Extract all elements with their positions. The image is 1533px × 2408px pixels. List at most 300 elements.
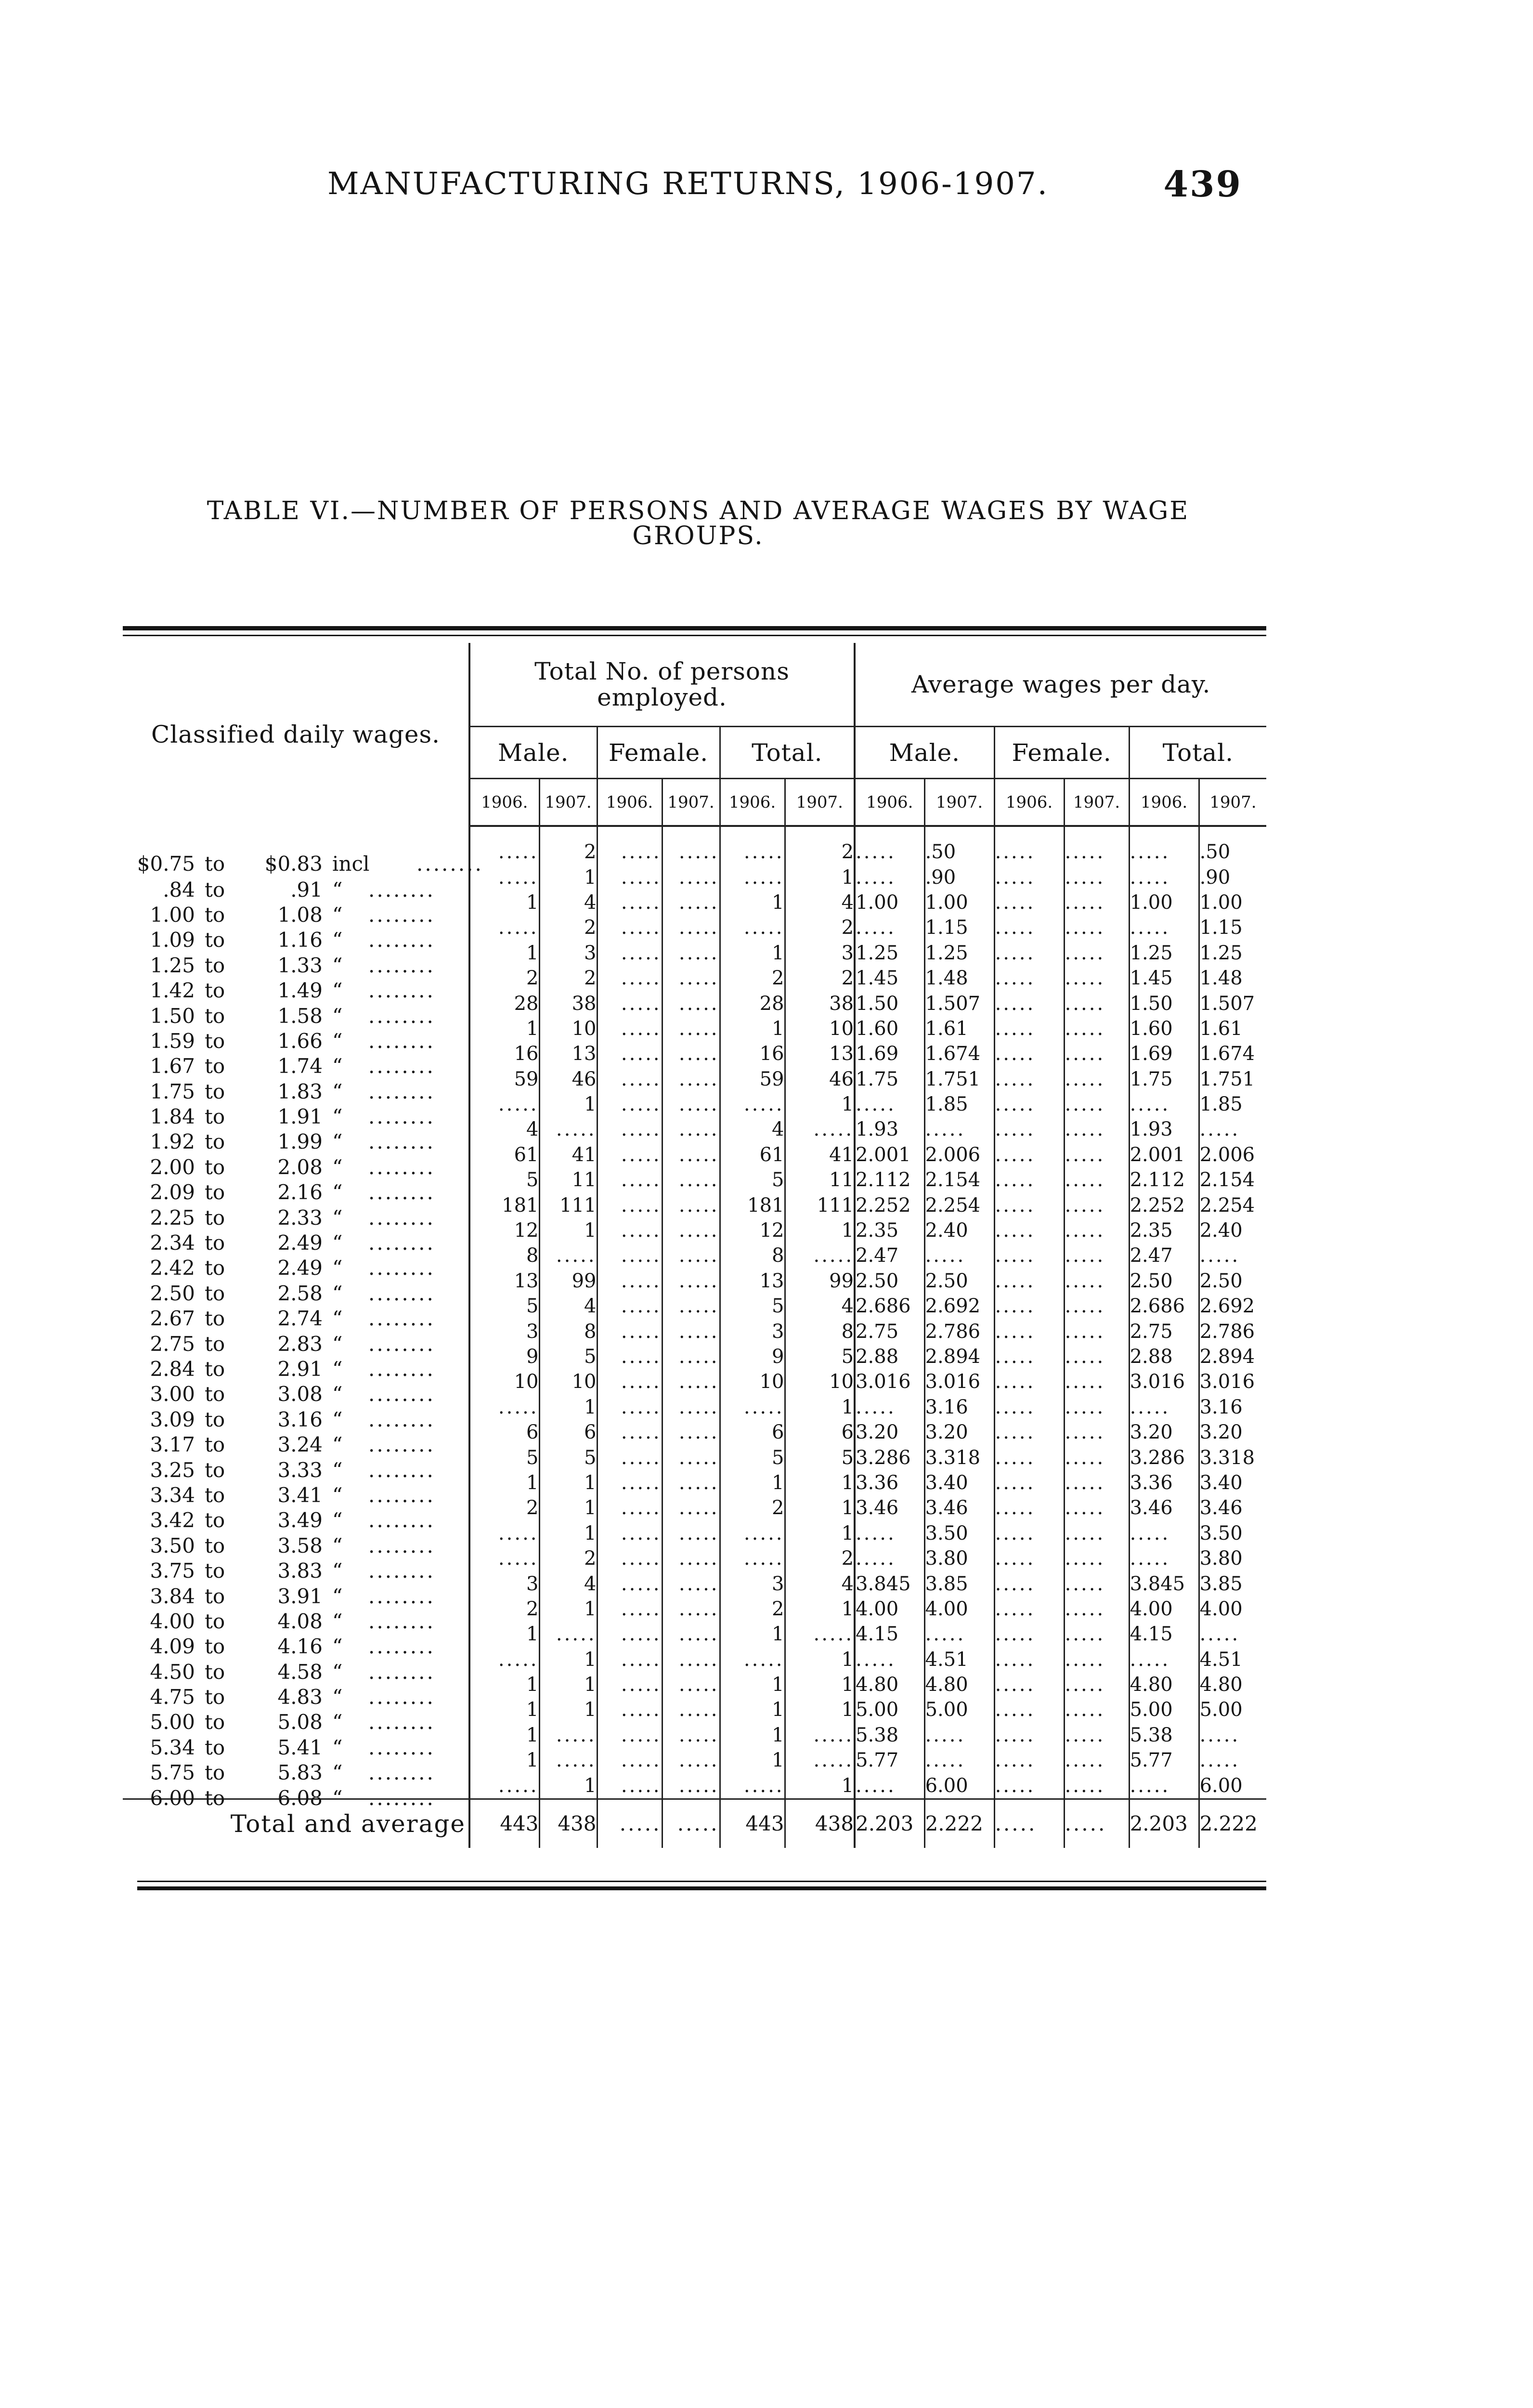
- cell-avg-male-1906: 2.50: [855, 1269, 924, 1294]
- cell-total-1907: 4: [785, 1294, 855, 1319]
- total-total-1907: 438: [785, 1799, 855, 1848]
- cell-avg-total-1906: 2.35: [1129, 1218, 1199, 1243]
- wage-to-word: to: [205, 877, 225, 902]
- cell-avg-total-1907: 2.006: [1199, 1142, 1266, 1167]
- wage-class: [123, 1142, 469, 1179]
- wage-upto: 1.16: [277, 928, 323, 952]
- cell-avg-total-1906: 1.60: [1129, 1016, 1199, 1041]
- cell-avg-female-1906: .....: [994, 890, 1064, 915]
- table-row: [123, 1067, 1266, 1092]
- cell-female-1907: .....: [662, 1395, 720, 1420]
- cell-female-1907: .....: [662, 1269, 720, 1294]
- cell-avg-total-1907: 2.40: [1199, 1218, 1266, 1243]
- wage-upto: 1.49: [277, 979, 323, 1003]
- cell-avg-total-1907: .....: [1199, 1748, 1266, 1773]
- cell-total-1907: 4: [785, 1571, 855, 1596]
- wage-from: 1.50: [150, 1004, 195, 1028]
- cell-male-1907: 2: [539, 915, 597, 940]
- cell-total-1907: .....: [785, 1117, 855, 1142]
- wage-from: 2.84: [150, 1357, 195, 1381]
- cell-avg-female-1906: .....: [994, 1369, 1064, 1394]
- cell-female-1907: .....: [662, 1445, 720, 1470]
- wage-from: 2.50: [150, 1281, 195, 1305]
- cell-avg-female-1906: .....: [994, 826, 1064, 864]
- total-avg-male-1906: 2.203: [855, 1799, 924, 1848]
- cell-female-1907: .....: [662, 890, 720, 915]
- ditto-mark: “: [332, 877, 343, 902]
- cell-avg-female-1906: .....: [994, 1092, 1064, 1117]
- cell-avg-female-1906: .....: [994, 966, 1064, 991]
- cell-total-1907: 38: [785, 991, 855, 1016]
- wage-from: 2.75: [150, 1332, 195, 1356]
- cell-male-1906: 8: [526, 1244, 539, 1267]
- cell-avg-total-1906: 3.36: [1129, 1470, 1199, 1495]
- year-header: 1906.: [1129, 779, 1199, 826]
- total-avg-female-1907: .....: [1064, 1799, 1129, 1848]
- cell-female-1906: .....: [597, 1269, 662, 1294]
- persons-female-header: Female.: [597, 727, 720, 779]
- wage-upto: 1.08: [277, 903, 323, 927]
- cell-female-1906: .....: [597, 826, 662, 864]
- cell-male-1906: .....: [498, 1547, 539, 1570]
- cell-total-1906: 61: [720, 1142, 785, 1167]
- persons-male-header: Male.: [469, 727, 597, 779]
- cell-female-1907: .....: [662, 1142, 720, 1167]
- cell-male-1907: 1: [539, 1470, 597, 1495]
- wage-to-word: to: [205, 1559, 225, 1583]
- cell-total-1907: .....: [785, 1748, 855, 1773]
- cell-total-1906: 4: [720, 1117, 785, 1142]
- wage-upto: 2.91: [277, 1357, 323, 1381]
- cell-male-1906: 10: [514, 1371, 539, 1393]
- cell-male-1907: 1: [539, 1773, 597, 1799]
- leader-dots: ........: [368, 1130, 435, 1154]
- wage-class: [123, 1697, 469, 1734]
- cell-male-1906: 4: [526, 1118, 539, 1141]
- cell-avg-female-1907: .....: [1064, 1672, 1129, 1697]
- cell-female-1906: .....: [597, 915, 662, 940]
- total-row: [123, 1799, 1266, 1848]
- cell-female-1907: .....: [662, 1192, 720, 1217]
- cell-total-1906: 1: [720, 1622, 785, 1647]
- cell-total-1906: 13: [720, 1269, 785, 1294]
- cell-avg-total-1906: 2.112: [1129, 1167, 1199, 1192]
- wage-upto: 1.91: [277, 1105, 323, 1129]
- cell-total-1907: 1: [785, 1672, 855, 1697]
- ditto-mark: “: [332, 1155, 343, 1179]
- cell-total-1906: 1: [720, 1016, 785, 1041]
- cell-male-1907: 4: [539, 890, 597, 915]
- bottom-rule-thick: [137, 1886, 1266, 1890]
- ditto-mark: “: [332, 1029, 343, 1053]
- cell-female-1907: .....: [662, 1672, 720, 1697]
- cell-total-1907: 6: [785, 1420, 855, 1445]
- cell-male-1906: .....: [498, 1648, 539, 1671]
- ditto-mark: “: [332, 1281, 343, 1305]
- table-row: [123, 826, 1266, 864]
- cell-avg-male-1907: .....: [924, 1723, 994, 1748]
- cell-avg-female-1907: .....: [1064, 1344, 1129, 1369]
- cell-avg-total-1907: 3.016: [1199, 1369, 1266, 1394]
- cell-avg-male-1907: 5.00: [924, 1697, 994, 1722]
- ditto-mark: “: [332, 1382, 343, 1406]
- cell-avg-male-1907: 1.507: [924, 991, 994, 1016]
- cell-avg-total-1907: 1.61: [1199, 1016, 1266, 1041]
- wage-class: [123, 1395, 469, 1431]
- cell-male-1906: 1: [526, 1749, 539, 1772]
- leader-dots: ........: [368, 1559, 435, 1583]
- wage-to-word: to: [205, 1761, 225, 1785]
- cell-avg-male-1907: 2.254: [924, 1192, 994, 1217]
- wage-class: [123, 1571, 469, 1608]
- wage-to-word: to: [205, 1735, 225, 1759]
- ditto-mark: “: [332, 1735, 343, 1759]
- cell-female-1906: .....: [597, 864, 662, 890]
- wage-class: [123, 1319, 469, 1356]
- wage-from: 3.34: [150, 1483, 195, 1507]
- cell-avg-male-1907: 4.80: [924, 1672, 994, 1697]
- leader-dots: ........: [368, 877, 435, 902]
- wage-to-word: to: [205, 1079, 225, 1103]
- cell-avg-total-1906: 1.69: [1129, 1041, 1199, 1066]
- table-row: [123, 1218, 1266, 1243]
- cell-male-1907: .....: [539, 1243, 597, 1268]
- cell-avg-female-1906: .....: [994, 1041, 1064, 1066]
- cell-total-1907: 11: [785, 1167, 855, 1192]
- cell-avg-female-1907: .....: [1064, 1647, 1129, 1672]
- cell-female-1907: .....: [662, 1546, 720, 1571]
- cell-female-1906: .....: [597, 1622, 662, 1647]
- cell-female-1907: .....: [662, 1092, 720, 1117]
- table-row: [123, 1319, 1266, 1344]
- cell-male-1907: 1: [539, 1697, 597, 1722]
- cell-avg-male-1907: 1.674: [924, 1041, 994, 1066]
- cell-avg-total-1907: 2.254: [1199, 1192, 1266, 1217]
- cell-avg-male-1907: 6.00: [924, 1773, 994, 1799]
- cell-female-1906: .....: [597, 1344, 662, 1369]
- wage-from: 1.67: [150, 1054, 195, 1078]
- total-avg-female-1906: .....: [994, 1799, 1064, 1848]
- cell-avg-total-1907: 1.00: [1199, 890, 1266, 915]
- cell-avg-total-1907: 4.80: [1199, 1672, 1266, 1697]
- cell-avg-male-1907: 1.61: [924, 1016, 994, 1041]
- cell-avg-total-1907: 2.894: [1199, 1344, 1266, 1369]
- cell-avg-female-1906: .....: [994, 1420, 1064, 1445]
- cell-female-1907: .....: [662, 1521, 720, 1546]
- cell-female-1906: .....: [597, 890, 662, 915]
- cell-female-1907: .....: [662, 1420, 720, 1445]
- cell-total-1907: 3: [785, 941, 855, 966]
- cell-avg-male-1907: 2.40: [924, 1218, 994, 1243]
- cell-avg-male-1907: 1.15: [924, 915, 994, 940]
- cell-avg-total-1906: 2.686: [1129, 1294, 1199, 1319]
- cell-female-1906: .....: [597, 1092, 662, 1117]
- cell-avg-male-1907: 1.85: [924, 1092, 994, 1117]
- cell-avg-male-1907: 1.25: [924, 941, 994, 966]
- ditto-mark: “: [332, 1584, 343, 1608]
- wage-to-word: to: [205, 1357, 225, 1381]
- table-row: [123, 1269, 1266, 1294]
- wage-from: 1.00: [150, 903, 195, 927]
- wage-to-word: to: [205, 1231, 225, 1255]
- cell-female-1907: .....: [662, 1067, 720, 1092]
- cell-avg-total-1906: .....: [1129, 1546, 1199, 1571]
- cell-female-1906: .....: [597, 1546, 662, 1571]
- ditto-mark: “: [332, 1231, 343, 1255]
- cell-female-1907: .....: [662, 1470, 720, 1495]
- cell-avg-total-1906: 1.50: [1129, 991, 1199, 1016]
- cell-avg-male-1906: .....: [855, 1521, 924, 1546]
- cell-avg-male-1906: .....: [855, 1395, 924, 1420]
- wage-from: 4.50: [150, 1660, 195, 1684]
- wage-to-word: to: [205, 1205, 225, 1230]
- leader-dots: ........: [368, 1256, 435, 1280]
- cell-avg-total-1907: 1.85: [1199, 1092, 1266, 1117]
- cell-avg-female-1906: .....: [994, 1597, 1064, 1622]
- wage-class: [123, 1192, 469, 1230]
- cell-total-1906: 2: [720, 966, 785, 991]
- cell-avg-female-1907: .....: [1064, 941, 1129, 966]
- ditto-mark: “: [332, 1660, 343, 1684]
- wage-upto: 2.49: [277, 1231, 323, 1255]
- ditto-mark: “: [332, 953, 343, 977]
- table-row: [123, 1117, 1266, 1142]
- leader-dots: ........: [368, 1307, 435, 1331]
- cell-male-1907: 1: [539, 1647, 597, 1672]
- leader-dots: ........: [368, 1635, 435, 1659]
- cell-avg-male-1906: 2.88: [855, 1344, 924, 1369]
- cell-male-1907: 2: [539, 966, 597, 991]
- cell-avg-female-1907: .....: [1064, 1622, 1129, 1647]
- wage-upto: 2.33: [277, 1205, 323, 1230]
- cell-female-1907: .....: [662, 1117, 720, 1142]
- cell-avg-male-1906: 3.36: [855, 1470, 924, 1495]
- wage-class: [123, 1622, 469, 1659]
- cell-female-1907: .....: [662, 1697, 720, 1722]
- cell-female-1906: .....: [597, 1723, 662, 1748]
- cell-female-1907: .....: [662, 1622, 720, 1647]
- wage-from: 3.09: [150, 1407, 195, 1431]
- cell-avg-female-1907: .....: [1064, 1319, 1129, 1344]
- wage-from: 5.00: [150, 1710, 195, 1734]
- cell-avg-total-1907: 4.51: [1199, 1647, 1266, 1672]
- cell-total-1906: 3: [720, 1319, 785, 1344]
- incl-label: incl: [332, 852, 370, 876]
- leader-dots: ........: [368, 1029, 435, 1053]
- cell-avg-total-1907: 1.48: [1199, 966, 1266, 991]
- cell-male-1906: 28: [514, 992, 539, 1015]
- wage-to-word: to: [205, 1584, 225, 1608]
- cell-avg-female-1907: .....: [1064, 1495, 1129, 1520]
- ditto-mark: “: [332, 928, 343, 952]
- wages-male-header: Male.: [855, 727, 994, 779]
- wage-from: 5.75: [150, 1761, 195, 1785]
- cell-female-1907: .....: [662, 1016, 720, 1041]
- cell-avg-female-1907: .....: [1064, 1420, 1129, 1445]
- cell-male-1907: 38: [539, 991, 597, 1016]
- cell-avg-female-1906: .....: [994, 1243, 1064, 1268]
- cell-avg-total-1906: 2.50: [1129, 1269, 1199, 1294]
- table-row: [123, 1041, 1266, 1066]
- wage-class: [123, 1167, 469, 1204]
- cell-male-1907: 11: [539, 1167, 597, 1192]
- cell-avg-male-1906: 1.50: [855, 991, 924, 1016]
- leader-dots: ........: [368, 979, 435, 1003]
- cell-avg-female-1906: .....: [994, 1521, 1064, 1546]
- cell-total-1907: .....: [785, 1723, 855, 1748]
- cell-avg-female-1906: .....: [994, 1495, 1064, 1520]
- cell-total-1906: 28: [720, 991, 785, 1016]
- cell-avg-male-1907: 3.318: [924, 1445, 994, 1470]
- cell-avg-total-1906: .....: [1129, 1395, 1199, 1420]
- wage-upto: 3.91: [277, 1584, 323, 1608]
- cell-male-1906: 12: [514, 1219, 539, 1242]
- cell-female-1906: .....: [597, 991, 662, 1016]
- wage-class: [123, 941, 469, 977]
- wage-class: [123, 1092, 469, 1129]
- year-header: 1906.: [720, 779, 785, 826]
- table-row: [123, 1521, 1266, 1546]
- cell-female-1907: .....: [662, 826, 720, 864]
- cell-avg-female-1906: .....: [994, 941, 1064, 966]
- cell-avg-female-1906: .....: [994, 1723, 1064, 1748]
- wage-upto: 5.08: [277, 1710, 323, 1734]
- wage-from: 1.75: [150, 1079, 195, 1103]
- cell-avg-male-1907: 1.00: [924, 890, 994, 915]
- ditto-mark: “: [332, 1054, 343, 1078]
- cell-female-1906: .....: [597, 1117, 662, 1142]
- cell-avg-male-1906: 3.286: [855, 1445, 924, 1470]
- cell-total-1906: 3: [720, 1571, 785, 1596]
- cell-male-1907: 99: [539, 1269, 597, 1294]
- cell-avg-male-1906: 2.35: [855, 1218, 924, 1243]
- cell-avg-female-1907: .....: [1064, 1192, 1129, 1217]
- cell-avg-total-1906: 4.15: [1129, 1622, 1199, 1647]
- cell-avg-total-1907: 1.674: [1199, 1041, 1266, 1066]
- cell-male-1907: 2: [539, 826, 597, 864]
- cell-male-1907: 4: [539, 1294, 597, 1319]
- cell-total-1907: 1: [785, 864, 855, 890]
- cell-avg-total-1907: 3.20: [1199, 1420, 1266, 1445]
- wage-to-word: to: [205, 979, 225, 1003]
- cell-avg-male-1907: 3.46: [924, 1495, 994, 1520]
- cell-avg-total-1906: 1.25: [1129, 941, 1199, 966]
- wage-upto: 1.33: [277, 953, 323, 977]
- cell-total-1907: 2: [785, 966, 855, 991]
- cell-male-1906: 3: [526, 1572, 539, 1595]
- cell-avg-total-1907: .....: [1199, 1243, 1266, 1268]
- cell-avg-female-1907: .....: [1064, 864, 1129, 890]
- wage-upto: .91: [290, 877, 323, 902]
- year-header: 1906.: [469, 779, 539, 826]
- cell-male-1906: 13: [514, 1269, 539, 1292]
- cell-male-1906: 2: [526, 1597, 539, 1620]
- wage-upto: 3.49: [277, 1508, 323, 1532]
- wage-upto: 3.83: [277, 1559, 323, 1583]
- cell-female-1906: .....: [597, 1016, 662, 1041]
- wage-class: [123, 1647, 469, 1684]
- leader-dots: ........: [368, 1710, 435, 1734]
- cell-total-1906: 2: [720, 1597, 785, 1622]
- cell-avg-male-1906: 2.252: [855, 1192, 924, 1217]
- cell-avg-total-1907: 3.50: [1199, 1521, 1266, 1546]
- wage-to-word: to: [205, 1180, 225, 1204]
- cell-avg-male-1907: 3.50: [924, 1521, 994, 1546]
- wage-upto: 1.83: [277, 1079, 323, 1103]
- cell-female-1906: .....: [597, 1647, 662, 1672]
- cell-avg-total-1906: 3.845: [1129, 1571, 1199, 1596]
- cell-total-1906: 9: [720, 1344, 785, 1369]
- wage-class: [123, 1369, 469, 1406]
- cell-total-1906: .....: [720, 1546, 785, 1571]
- wage-from: 2.42: [150, 1256, 195, 1280]
- cell-total-1906: 1: [720, 1697, 785, 1722]
- wage-upto: 5.83: [277, 1761, 323, 1785]
- cell-male-1906: 1: [526, 1623, 539, 1646]
- leader-dots: ........: [368, 1231, 435, 1255]
- table-row: [123, 1369, 1266, 1394]
- cell-avg-female-1906: .....: [994, 1016, 1064, 1041]
- cell-female-1906: .....: [597, 1521, 662, 1546]
- cell-male-1907: 10: [539, 1369, 597, 1394]
- wage-to-word: to: [205, 1685, 225, 1709]
- ditto-mark: “: [332, 903, 343, 927]
- cell-avg-female-1907: .....: [1064, 1546, 1129, 1571]
- cell-total-1907: .....: [785, 1622, 855, 1647]
- cell-avg-female-1906: .....: [994, 1344, 1064, 1369]
- cell-avg-female-1907: .....: [1064, 1597, 1129, 1622]
- wage-to-word: to: [205, 1508, 225, 1532]
- wage-from: 2.67: [150, 1307, 195, 1331]
- wage-upto: 3.58: [277, 1533, 323, 1557]
- leader-dots: ........: [368, 1609, 435, 1633]
- cell-avg-total-1906: 4.80: [1129, 1672, 1199, 1697]
- wage-upto: 5.41: [277, 1735, 323, 1759]
- cell-avg-male-1907: .....: [924, 1622, 994, 1647]
- cell-female-1906: .....: [597, 1319, 662, 1344]
- ditto-mark: “: [332, 979, 343, 1003]
- cell-total-1906: 1: [720, 890, 785, 915]
- cell-avg-male-1906: 5.77: [855, 1748, 924, 1773]
- wage-class: [123, 1294, 469, 1331]
- wages-female-header: Female.: [994, 727, 1129, 779]
- cell-total-1907: 1: [785, 1495, 855, 1520]
- cell-total-1907: 5: [785, 1445, 855, 1470]
- year-header: 1907.: [662, 779, 720, 826]
- cell-avg-female-1907: .....: [1064, 1395, 1129, 1420]
- cell-total-1907: 4: [785, 890, 855, 915]
- cell-total-1907: 1: [785, 1395, 855, 1420]
- wage-class: [123, 890, 469, 927]
- wage-upto: 2.74: [277, 1307, 323, 1331]
- cell-avg-male-1907: 2.006: [924, 1142, 994, 1167]
- cell-avg-total-1906: 5.38: [1129, 1723, 1199, 1748]
- leader-dots: ........: [368, 1660, 435, 1684]
- cell-avg-male-1907: 2.786: [924, 1319, 994, 1344]
- cell-avg-male-1907: 2.692: [924, 1294, 994, 1319]
- wage-from: .84: [163, 877, 195, 902]
- leader-dots: ........: [416, 852, 483, 876]
- running-head: [327, 166, 1242, 209]
- cell-total-1906: 1: [720, 1672, 785, 1697]
- wage-from: $0.75: [137, 852, 195, 876]
- total-male-1907: 438: [539, 1799, 597, 1848]
- cell-total-1907: 8: [785, 1319, 855, 1344]
- cell-female-1907: .....: [662, 1319, 720, 1344]
- cell-male-1907: .....: [539, 1723, 597, 1748]
- cell-total-1906: 1: [720, 1470, 785, 1495]
- wage-to-word: to: [205, 1407, 225, 1431]
